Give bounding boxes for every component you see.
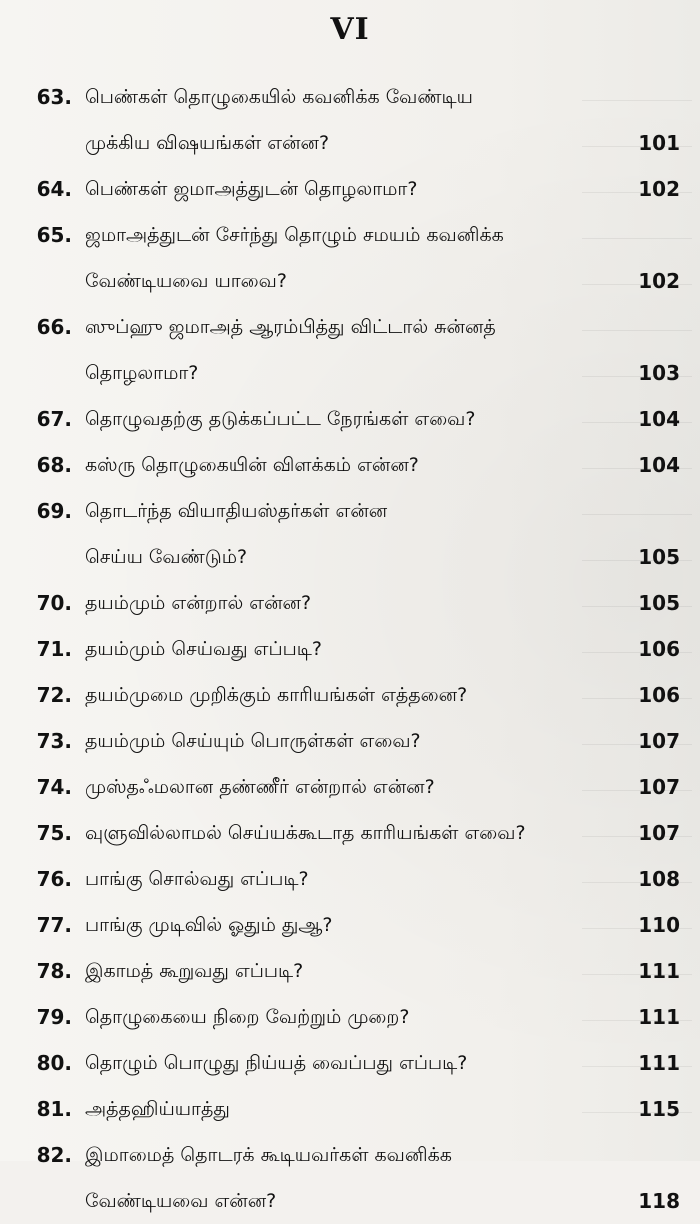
toc-entry-number: 73. — [36, 729, 72, 753]
toc-entry — [0, 212, 700, 304]
toc-entry-line — [0, 1040, 700, 1086]
toc-entry-page-number: 115 — [638, 1097, 680, 1121]
toc-entry-title: பாங்கு சொல்வது எப்படி? — [85, 868, 309, 890]
toc-entry — [0, 580, 700, 626]
toc-entry-page-number: 106 — [638, 683, 680, 707]
toc-entry-line — [0, 258, 700, 304]
toc-entry-number: 79. — [36, 1005, 72, 1029]
toc-entry — [0, 672, 700, 718]
toc-entry-line — [0, 166, 700, 212]
toc-entry-page-number: 104 — [638, 453, 680, 477]
toc-entry-line — [0, 396, 700, 442]
toc-entry-page-number: 108 — [638, 867, 680, 891]
toc-entry-number: 74. — [36, 775, 72, 799]
toc-entry-number: 77. — [36, 913, 72, 937]
toc-entry-title: தயம்மும் என்றால் என்ன? — [85, 592, 312, 614]
toc-entry-line — [0, 948, 700, 994]
toc-entry — [0, 488, 700, 580]
toc-entry-number: 65. — [36, 223, 72, 247]
toc-entry — [0, 74, 700, 166]
toc-entry-line — [0, 304, 700, 350]
toc-entry-number: 82. — [36, 1143, 72, 1167]
toc-entry-title: அத்தஹிய்யாத்து — [85, 1098, 230, 1120]
toc-entry-line — [0, 810, 700, 856]
toc-entry-title: இமாமைத் தொடரக் கூடியவர்கள் கவனிக்க — [85, 1144, 452, 1166]
table-of-contents — [0, 74, 700, 1224]
toc-entry-number: 72. — [36, 683, 72, 707]
toc-entry-number: 64. — [36, 177, 72, 201]
toc-entry-title: தொடர்ந்த வியாதியஸ்தர்கள் என்ன — [85, 500, 388, 522]
toc-entry-page-number: 106 — [638, 637, 680, 661]
toc-entry-title: கஸ்ரு தொழுகையின் விளக்கம் என்ன? — [85, 454, 419, 476]
toc-entry-page-number: 102 — [638, 177, 680, 201]
toc-entry-line — [0, 1132, 700, 1178]
toc-entry — [0, 396, 700, 442]
toc-entry — [0, 948, 700, 994]
toc-entry — [0, 1086, 700, 1132]
toc-entry-line — [0, 74, 700, 120]
toc-entry-number: 66. — [36, 315, 72, 339]
toc-entry-title: பெண்கள் ஜமாஅத்துடன் தொழலாமா? — [85, 178, 418, 200]
toc-entry — [0, 304, 700, 396]
toc-entry-line — [0, 212, 700, 258]
toc-entry-line — [0, 120, 700, 166]
toc-entry — [0, 764, 700, 810]
toc-entry-page-number: 101 — [638, 131, 680, 155]
toc-entry-number: 70. — [36, 591, 72, 615]
toc-entry-title: ஜமாஅத்துடன் சேர்ந்து தொழும் சமயம் கவனிக்க — [85, 224, 504, 246]
toc-entry-number: 69. — [36, 499, 72, 523]
toc-entry-line — [0, 534, 700, 580]
toc-entry-number: 78. — [36, 959, 72, 983]
toc-entry — [0, 856, 700, 902]
toc-entry — [0, 1040, 700, 1086]
toc-entry-number: 63. — [36, 85, 72, 109]
toc-entry-line — [0, 902, 700, 948]
toc-entry-page-number: 102 — [638, 269, 680, 293]
toc-entry — [0, 902, 700, 948]
toc-entry-title: தயம்மும் செய்யும் பொருள்கள் எவை? — [85, 730, 421, 752]
toc-entry — [0, 810, 700, 856]
toc-entry-page-number: 105 — [638, 545, 680, 569]
toc-entry-title: இகாமத் கூறுவது எப்படி? — [85, 960, 304, 982]
toc-entry-title: தயம்மும் செய்வது எப்படி? — [85, 638, 322, 660]
toc-entry-title: தொழலாமா? — [85, 362, 199, 384]
toc-entry — [0, 994, 700, 1040]
toc-entry-title: வுளுவில்லாமல் செய்யக்கூடாத காரியங்கள் எவை? — [85, 822, 526, 844]
toc-entry-page-number: 111 — [638, 1051, 680, 1075]
toc-entry-line — [0, 350, 700, 396]
toc-entry-title: செய்ய வேண்டும்? — [85, 546, 248, 568]
toc-entry-title: பெண்கள் தொழுகையில் கவனிக்க வேண்டிய — [85, 86, 473, 108]
toc-entry-line — [0, 1086, 700, 1132]
toc-entry-number: 68. — [36, 453, 72, 477]
toc-entry-page-number: 104 — [638, 407, 680, 431]
toc-entry-title: முஸ்தஃமலான தண்ணீர் என்றால் என்ன? — [85, 776, 435, 798]
toc-entry-page-number: 111 — [638, 1005, 680, 1029]
toc-entry-number: 67. — [36, 407, 72, 431]
toc-entry-page-number: 111 — [638, 959, 680, 983]
toc-entry — [0, 1132, 700, 1224]
toc-entry-line — [0, 672, 700, 718]
toc-entry-number: 80. — [36, 1051, 72, 1075]
toc-entry — [0, 442, 700, 488]
toc-entry-line — [0, 718, 700, 764]
toc-entry-page-number: 107 — [638, 775, 680, 799]
toc-entry-line — [0, 488, 700, 534]
toc-entry-page-number: 105 — [638, 591, 680, 615]
toc-entry-title: வேண்டியவை யாவை? — [85, 270, 287, 292]
toc-entry — [0, 166, 700, 212]
toc-entry-line — [0, 442, 700, 488]
toc-entry-title: தொழுகையை நிறை வேற்றும் முறை? — [85, 1006, 410, 1028]
page-header-roman-numeral: VI — [330, 12, 370, 47]
toc-entry-number: 76. — [36, 867, 72, 891]
toc-entry-line — [0, 1178, 700, 1224]
toc-entry-title: தொழும் பொழுது நிய்யத் வைப்பது எப்படி? — [85, 1052, 468, 1074]
toc-entry-title: முக்கிய விஷயங்கள் என்ன? — [85, 132, 330, 154]
toc-entry-number: 75. — [36, 821, 72, 845]
toc-entry — [0, 718, 700, 764]
toc-entry-line — [0, 856, 700, 902]
toc-entry-number: 81. — [36, 1097, 72, 1121]
toc-entry-title: தொழுவதற்கு தடுக்கப்பட்ட நேரங்கள் எவை? — [85, 408, 476, 430]
toc-entry-page-number: 118 — [638, 1189, 680, 1213]
toc-entry-page-number: 110 — [638, 913, 680, 937]
toc-entry-page-number: 107 — [638, 729, 680, 753]
toc-entry-page-number: 103 — [638, 361, 680, 385]
toc-entry-line — [0, 580, 700, 626]
toc-entry-line — [0, 626, 700, 672]
toc-entry — [0, 626, 700, 672]
toc-entry-title: ஸுப்ஹு ஜமாஅத் ஆரம்பித்து விட்டால் சுன்னத் — [85, 316, 496, 338]
toc-entry-title: தயம்முமை முறிக்கும் காரியங்கள் எத்தனை? — [85, 684, 468, 706]
toc-entry-page-number: 107 — [638, 821, 680, 845]
toc-entry-line — [0, 994, 700, 1040]
toc-entry-line — [0, 764, 700, 810]
toc-entry-title: வேண்டியவை என்ன? — [85, 1190, 277, 1212]
toc-entry-number: 71. — [36, 637, 72, 661]
toc-entry-title: பாங்கு முடிவில் ஓதும் துஆ? — [85, 914, 333, 936]
